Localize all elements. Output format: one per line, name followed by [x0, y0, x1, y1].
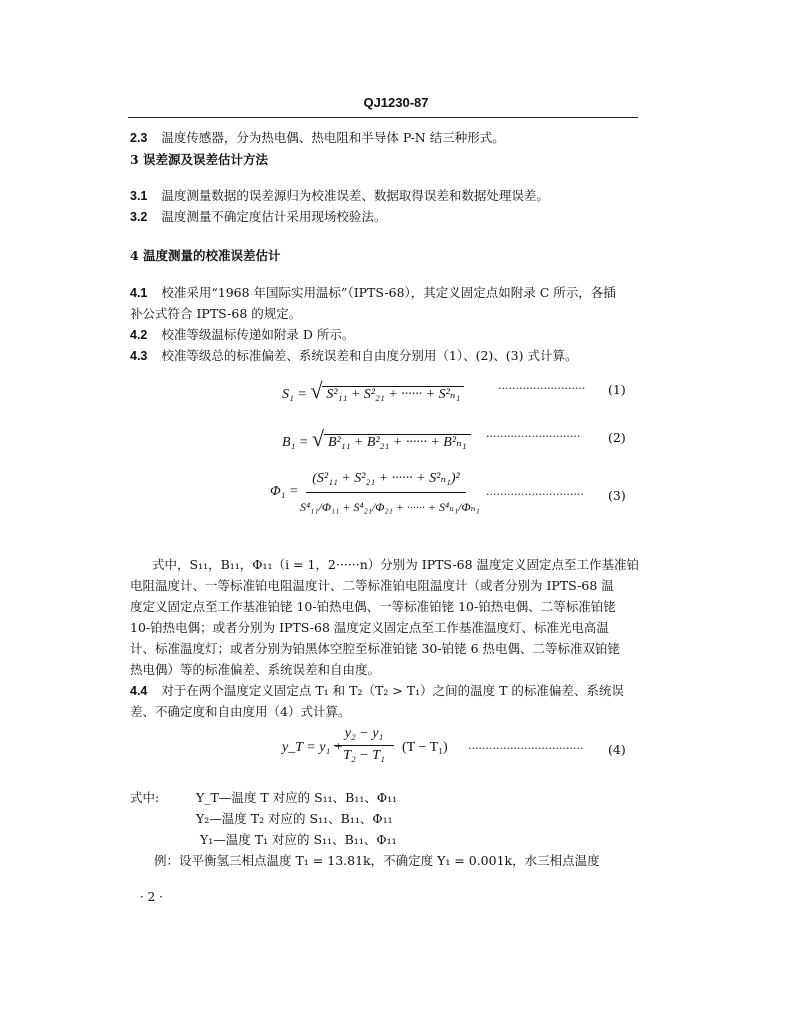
eq4-fraction-bar	[334, 745, 394, 746]
section-text: 校准等级总的标准偏差、系统误差和自由度分别用（1）、(2)、(3) 式计算。	[161, 348, 578, 363]
section-4-2	[130, 325, 354, 343]
eq2-lhs: B₁ =	[282, 435, 309, 450]
section-text: 温度测量不确定度估计采用现场校验法。	[161, 209, 387, 224]
section-3-title: 3 误差源及误差估计方法	[130, 152, 269, 167]
eq4-leader-dots: ·································	[468, 742, 584, 755]
section-text: 对于在两个温度定义固定点 T₁ 和 T₂（T₂ > T₁）之间的温度 T 的标准偏差、系统误	[161, 683, 624, 698]
eq2-label: (2)	[608, 430, 626, 445]
section-3-1	[130, 186, 549, 204]
section-4-4-line1	[130, 681, 624, 699]
section-text: 校准等级温标传递如附录 D 所示。	[161, 327, 355, 342]
eq1-rhs: S²₁₁ + S²₂₁ + ······ + S²ₙ₁	[322, 386, 464, 402]
where-para-line-4: 10-铂热电偶；或者分别为 IPTS-68 温度定义固定点至工作基准温度灯、标准光电高温	[130, 620, 609, 635]
section-4-3	[130, 346, 577, 364]
section-number: 3.2	[130, 210, 148, 224]
equation-1	[282, 378, 464, 404]
where-para-line-3: 度定义固定点至工作基准铂铑 10-铂热电偶、一等标准铂铑 10-铂热电偶、二等标准铂铑	[130, 599, 616, 614]
eq2-rhs: B²₁₁ + B²₂₁ + ······ + B²ₙ₁	[324, 434, 471, 450]
eq2-leader-dots: ···························	[486, 430, 581, 443]
section-text: 校准采用“1968 年国际实用温标”（IPTS-68），其定义固定点如附录 C 所示，各插	[161, 285, 616, 300]
where2-line-3: Y₁—温度 T₁ 对应的 S₁₁、B₁₁、Φ₁₁	[200, 832, 397, 847]
document-code-header: QJ1230-87	[363, 95, 429, 110]
where2-label: 式中:	[130, 790, 160, 805]
eq1-lhs: S₁ =	[282, 387, 307, 402]
section-4-4-line2: 差、不确定度和自由度用（4）式计算。	[130, 704, 351, 719]
section-number: 4.1	[130, 286, 148, 300]
eq3-lhs: Φ₁ =	[270, 484, 299, 499]
sqrt-symbol: √	[311, 426, 324, 451]
where2-line-1: Y_T—温度 T 对应的 S₁₁、B₁₁、Φ₁₁	[196, 790, 398, 805]
section-4-1-line1	[130, 283, 616, 301]
section-number: 4.2	[130, 328, 148, 342]
sqrt-symbol: √	[310, 378, 323, 403]
section-4-title: 4 温度测量的校准误差估计	[130, 248, 281, 263]
section-text: 温度测量数据的误差源归为校准误差、数据取得误差和数据处理误差。	[161, 188, 549, 203]
eq1-leader-dots: ·························	[498, 382, 586, 395]
where2-line-2: Y₂—温度 T₂ 对应的 S₁₁、B₁₁、Φ₁₁	[196, 811, 393, 826]
section-number: 2.3	[130, 131, 148, 145]
eq3-fraction-bar	[306, 492, 466, 493]
equation-2	[282, 426, 471, 452]
section-4-1-line2: 补公式符合 IPTS-68 的规定。	[130, 306, 302, 321]
header-rule	[128, 117, 638, 118]
eq3-denominator: S⁴₁₁/Φ₁₁ + S⁴₂₁/Φ₂₁ + ······ + S⁴ₙ₁/Φₙ₁	[300, 500, 480, 514]
section-number: 4.3	[130, 349, 148, 363]
eq1-label: (1)	[608, 382, 626, 397]
where-para-line-5: 计、标准温度灯；或者分别为铂黑体空腔至标准铂铑 30-铂铑 6 热电偶、二等标准双铂铑	[130, 641, 621, 656]
eq4-numerator: y₂ − y₁	[344, 726, 384, 741]
eq3-label: (3)	[608, 488, 626, 503]
eq4-denominator: T₂ − T₁	[343, 748, 385, 763]
section-3-2	[130, 207, 386, 225]
section-text: 温度传感器，分为热电偶、热电阻和半导体 P-N 结三种形式。	[161, 130, 505, 145]
section-number: 3.1	[130, 189, 148, 203]
where-para-line-6: 热电偶）等的标准偏差、系统误差和自由度。	[130, 662, 381, 677]
section-2-3	[130, 128, 505, 146]
where-para-line-1: 式中，S₁₁，B₁₁，Φ₁₁（i = 1，2······n）分别为 IPTS-68 温度定义固定点至工作基准铂	[152, 557, 640, 572]
eq4-lhs: y_T = y₁ +	[282, 740, 344, 755]
eq4-tail: (T − T₁)	[402, 740, 448, 755]
eq3-leader-dots: ····························	[486, 488, 584, 501]
page-number: · 2 ·	[140, 890, 163, 904]
eq3-numerator: (S²₁₁ + S²₂₁ + ······ + S²ₙ₁)²	[312, 471, 460, 486]
section-number: 4.4	[130, 684, 148, 698]
example-text: 例：设平衡氢三相点温度 T₁ = 13.81k，不确定度 Y₁ = 0.001k，水三相点温度	[154, 853, 600, 868]
eq4-label: (4)	[608, 742, 626, 757]
where-para-line-2: 电阻温度计、一等标准铂电阻温度计、二等标准铂电阻温度计（或者分别为 IPTS-68 温	[130, 578, 614, 593]
